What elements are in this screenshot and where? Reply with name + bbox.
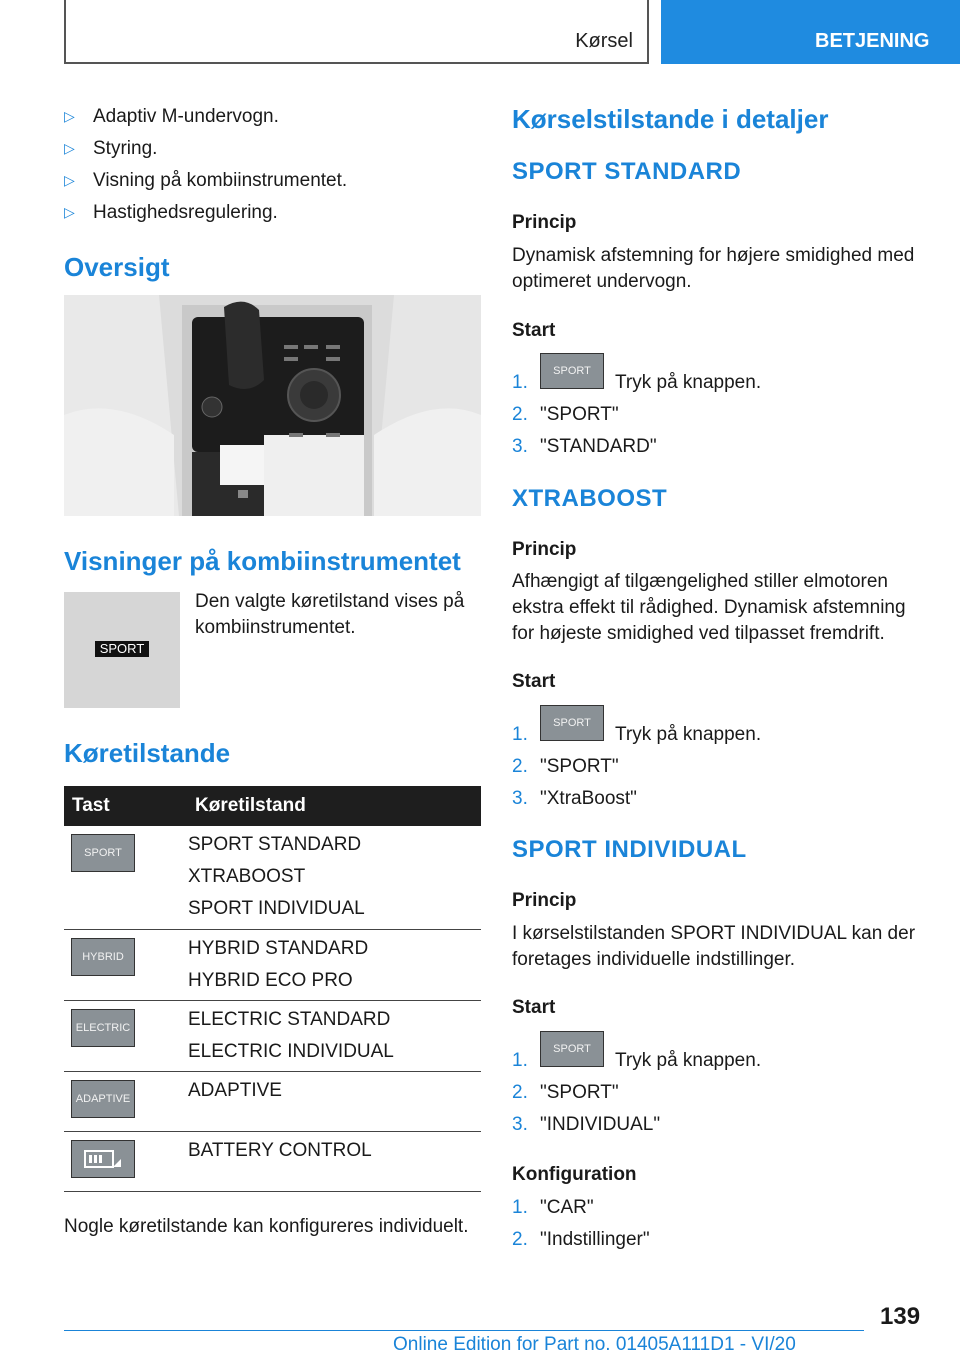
table-row: ADAPTIVE ADAPTIVE: [64, 1071, 481, 1131]
display-description: Den valgte køretilstand vises på kombiinstrumentet.: [195, 591, 465, 638]
table-header-key: Tast: [64, 786, 187, 826]
sport-standard-heading: SPORT STANDARD: [512, 158, 742, 185]
triangle-bullet-icon: ▷: [64, 172, 75, 188]
footer-divider: [64, 1330, 864, 1331]
start-label: Start: [512, 997, 556, 1018]
instrument-display-image: [64, 592, 180, 708]
principle-text: ekstra effekt til rådighed. Dynamisk afstemning: [512, 597, 906, 618]
triangle-bullet-icon: ▷: [64, 140, 75, 156]
principle-label: Princip: [512, 212, 577, 233]
xtraboost-heading: XTRABOOST: [512, 485, 668, 512]
principle-text: for højeste smidighed ved tilpasset fremdrift.: [512, 623, 885, 644]
sport-button-icon: SPORT: [540, 1031, 604, 1067]
principle-label: Princip: [512, 890, 577, 911]
principle-text: Dynamisk afstemning for højere smidighed med: [512, 245, 915, 266]
table-header-mode: Køretilstand: [187, 786, 481, 826]
sport-individual-heading: SPORT INDIVIDUAL: [512, 836, 747, 863]
header-chapter-tab: [661, 0, 960, 64]
table-row: BATTERY CONTROL: [64, 1131, 481, 1191]
sport-key-icon: SPORT: [71, 834, 135, 872]
overview-heading: Oversigt: [64, 252, 170, 282]
configuration-label: Konfiguration: [512, 1164, 637, 1185]
adaptive-key-icon: ADAPTIVE: [71, 1080, 135, 1118]
header-section-tab: [64, 0, 649, 64]
principle-text: I kørselstilstanden SPORT INDIVIDUAL kan der: [512, 923, 916, 944]
principle-text: optimeret undervogn.: [512, 271, 692, 292]
electric-key-icon: ELECTRIC: [71, 1009, 135, 1047]
header-chapter: BETJENING: [815, 30, 930, 52]
page-number: 139: [880, 1303, 921, 1330]
principle-text: Afhængigt af tilgængelighed stiller elmotoren: [512, 571, 888, 592]
triangle-bullet-icon: ▷: [64, 204, 75, 220]
hybrid-key-icon: HYBRID: [71, 938, 135, 976]
table-row: ELECTRIC ELECTRIC STANDARD ELECTRIC INDIVIDUAL: [64, 1000, 481, 1071]
principle-label: Princip: [512, 539, 577, 560]
display-mode-label: SPORT: [95, 641, 149, 657]
header-section: Kørsel: [575, 30, 633, 52]
triangle-bullet-icon: ▷: [64, 108, 75, 124]
footer-edition: Online Edition for Part no. 01405A111D1 - VI/20: [393, 1334, 796, 1355]
battery-icon: [71, 1140, 135, 1178]
display-heading: Visninger på kombiinstrumentet: [64, 546, 461, 576]
principle-text: foretages individuelle indstillinger.: [512, 949, 796, 970]
table-row: SPORT SPORT STANDARD XTRABOOST SPORT INDIVIDUAL: [64, 826, 481, 929]
modes-table: [64, 786, 481, 1192]
table-row: HYBRID HYBRID STANDARD HYBRID ECO PRO: [64, 929, 481, 1000]
table-header-row: [64, 786, 481, 826]
sport-button-icon: SPORT: [540, 705, 604, 741]
center-console-photo: [64, 295, 481, 516]
start-label: Start: [512, 671, 556, 692]
details-heading: Kørselstilstande i detaljer: [512, 104, 829, 134]
modes-note: Nogle køretilstande kan konfigureres individuelt.: [64, 1216, 469, 1237]
sport-button-icon: SPORT: [540, 353, 604, 389]
modes-heading: Køretilstande: [64, 738, 231, 768]
start-label: Start: [512, 320, 556, 341]
